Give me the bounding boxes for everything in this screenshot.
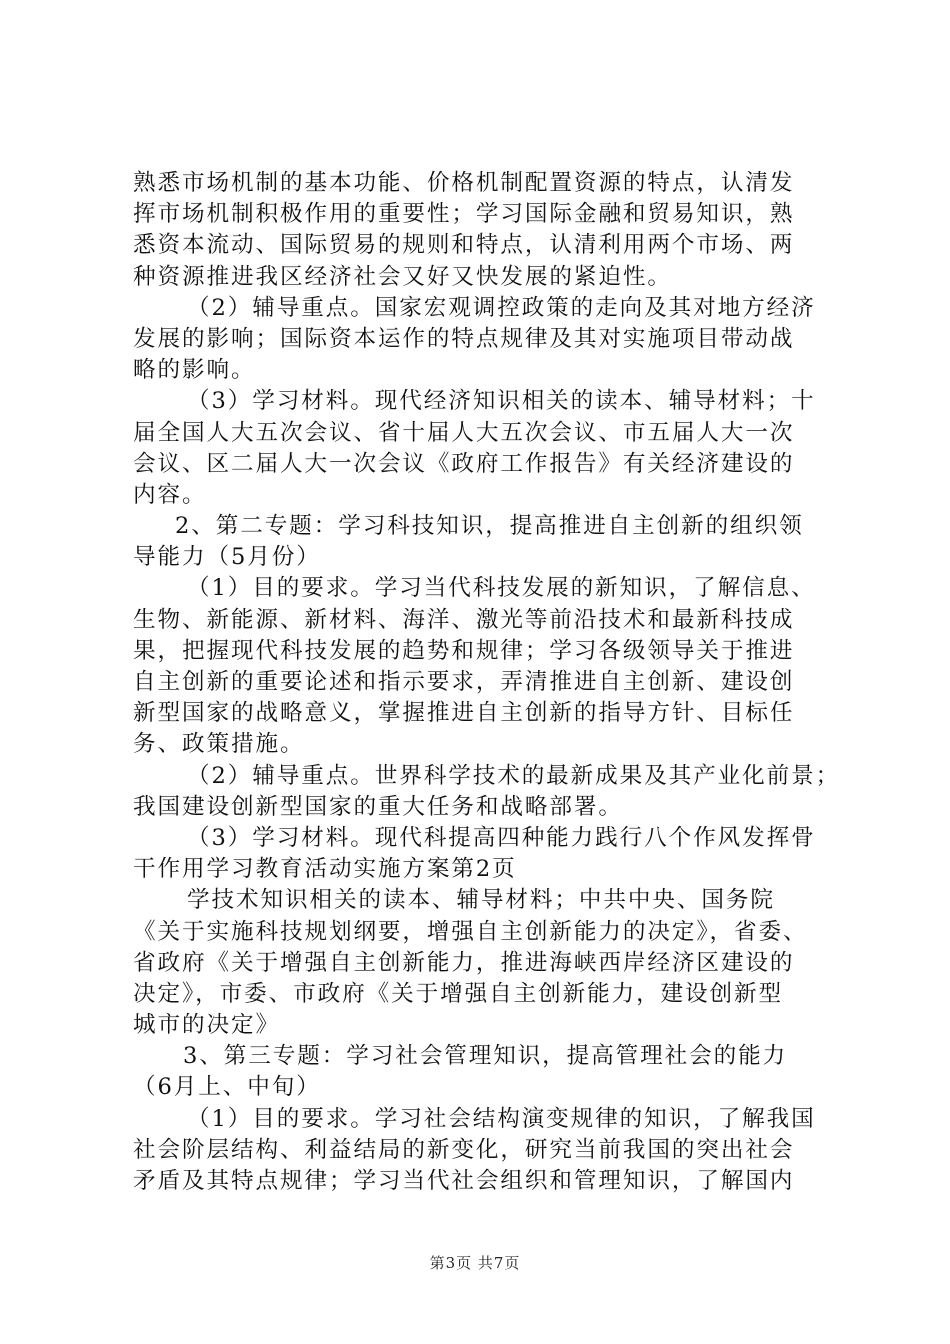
text-line: 矛盾及其特点规律；学习当代社会组织和管理知识，了解国内: [133, 1168, 795, 1194]
text-line: （3）学习材料。现代科提高四种能力践行八个作风发挥骨: [187, 824, 816, 851]
text-line: 生物、新能源、新材料、海洋、激光等前沿技术和最新科技成: [133, 606, 795, 633]
text-line: 悉资本流动、国际贸易的规则和特点，认清利用两个市场、两: [133, 232, 795, 259]
text-line: 内容。: [133, 481, 207, 508]
text-line: 《关于实施科技规划纲要，增强自主创新能力的决定》，省委、: [133, 918, 808, 945]
text-line: 干作用学习教育活动实施方案第2页: [133, 856, 517, 883]
text-line: 务、政策措施。: [133, 731, 305, 758]
text-line: 果，把握现代科技发展的趋势和规律；学习各级领导关于推进: [133, 637, 795, 664]
text-line: （6月上、中旬）: [133, 1074, 321, 1101]
text-line: 熟悉市场机制的基本功能、价格机制配置资源的特点，认清发: [133, 170, 795, 196]
text-line: 种资源推进我区经济社会又好又快发展的紧迫性。: [133, 263, 672, 290]
text-line: 会议、区二届人大一次会议《政府工作报告》有关经济建设的: [133, 450, 795, 477]
text-line: 学技术知识相关的读本、辅导材料；中共中央、国务院: [187, 887, 775, 914]
text-line: 导能力（5月份）: [133, 544, 321, 571]
text-line: 决定》，市委、市政府《关于增强自主创新能力，建设创新型: [133, 980, 784, 1007]
text-line: 2、第二专题：学习科技知识，提高推进自主创新的组织领: [175, 513, 804, 540]
text-line: （2）辅导重点。国家宏观调控政策的走向及其对地方经济: [187, 294, 816, 321]
text-line: 略的影响。: [133, 357, 256, 384]
text-line: 我国建设创新型国家的重大任务和战略部署。: [133, 793, 623, 820]
text-line: 社会阶层结构、利益结局的新变化，研究当前我国的突出社会: [133, 1136, 795, 1163]
text-line: 省政府《关于增强自主创新能力，推进海峡西岸经济区建设的: [133, 949, 795, 976]
text-line: 新型国家的战略意义，掌握推进自主创新的指导方针、目标任: [133, 700, 795, 727]
text-line: （3）学习材料。现代经济知识相关的读本、辅导材料；十: [187, 388, 816, 415]
document-body: [133, 168, 841, 1197]
text-line: （1）目的要求。学习当代科技发展的新知识，了解信息、: [187, 575, 816, 602]
text-line: （1）目的要求。学习社会结构演变规律的知识，了解我国: [187, 1105, 816, 1132]
text-line: 自主创新的重要论述和指示要求，弄清推进自主创新、建设创: [133, 669, 795, 695]
text-line: 发展的影响；国际资本运作的特点规律及其对实施项目带动战: [133, 325, 795, 352]
page-footer: 第3页 共7页: [429, 1254, 521, 1272]
text-line: 城市的决定》: [133, 1012, 280, 1039]
text-line: 挥市场机制积极作用的重要性；学习国际金融和贸易知识，熟: [133, 201, 795, 228]
text-line: 届全国人大五次会议、省十届人大五次会议、市五届人大一次: [133, 419, 795, 446]
text-line: （2）辅导重点。世界科学技术的最新成果及其产业化前景；: [187, 762, 841, 789]
text-line: 3、第三专题：学习社会管理知识，提高管理社会的能力: [183, 1043, 788, 1070]
